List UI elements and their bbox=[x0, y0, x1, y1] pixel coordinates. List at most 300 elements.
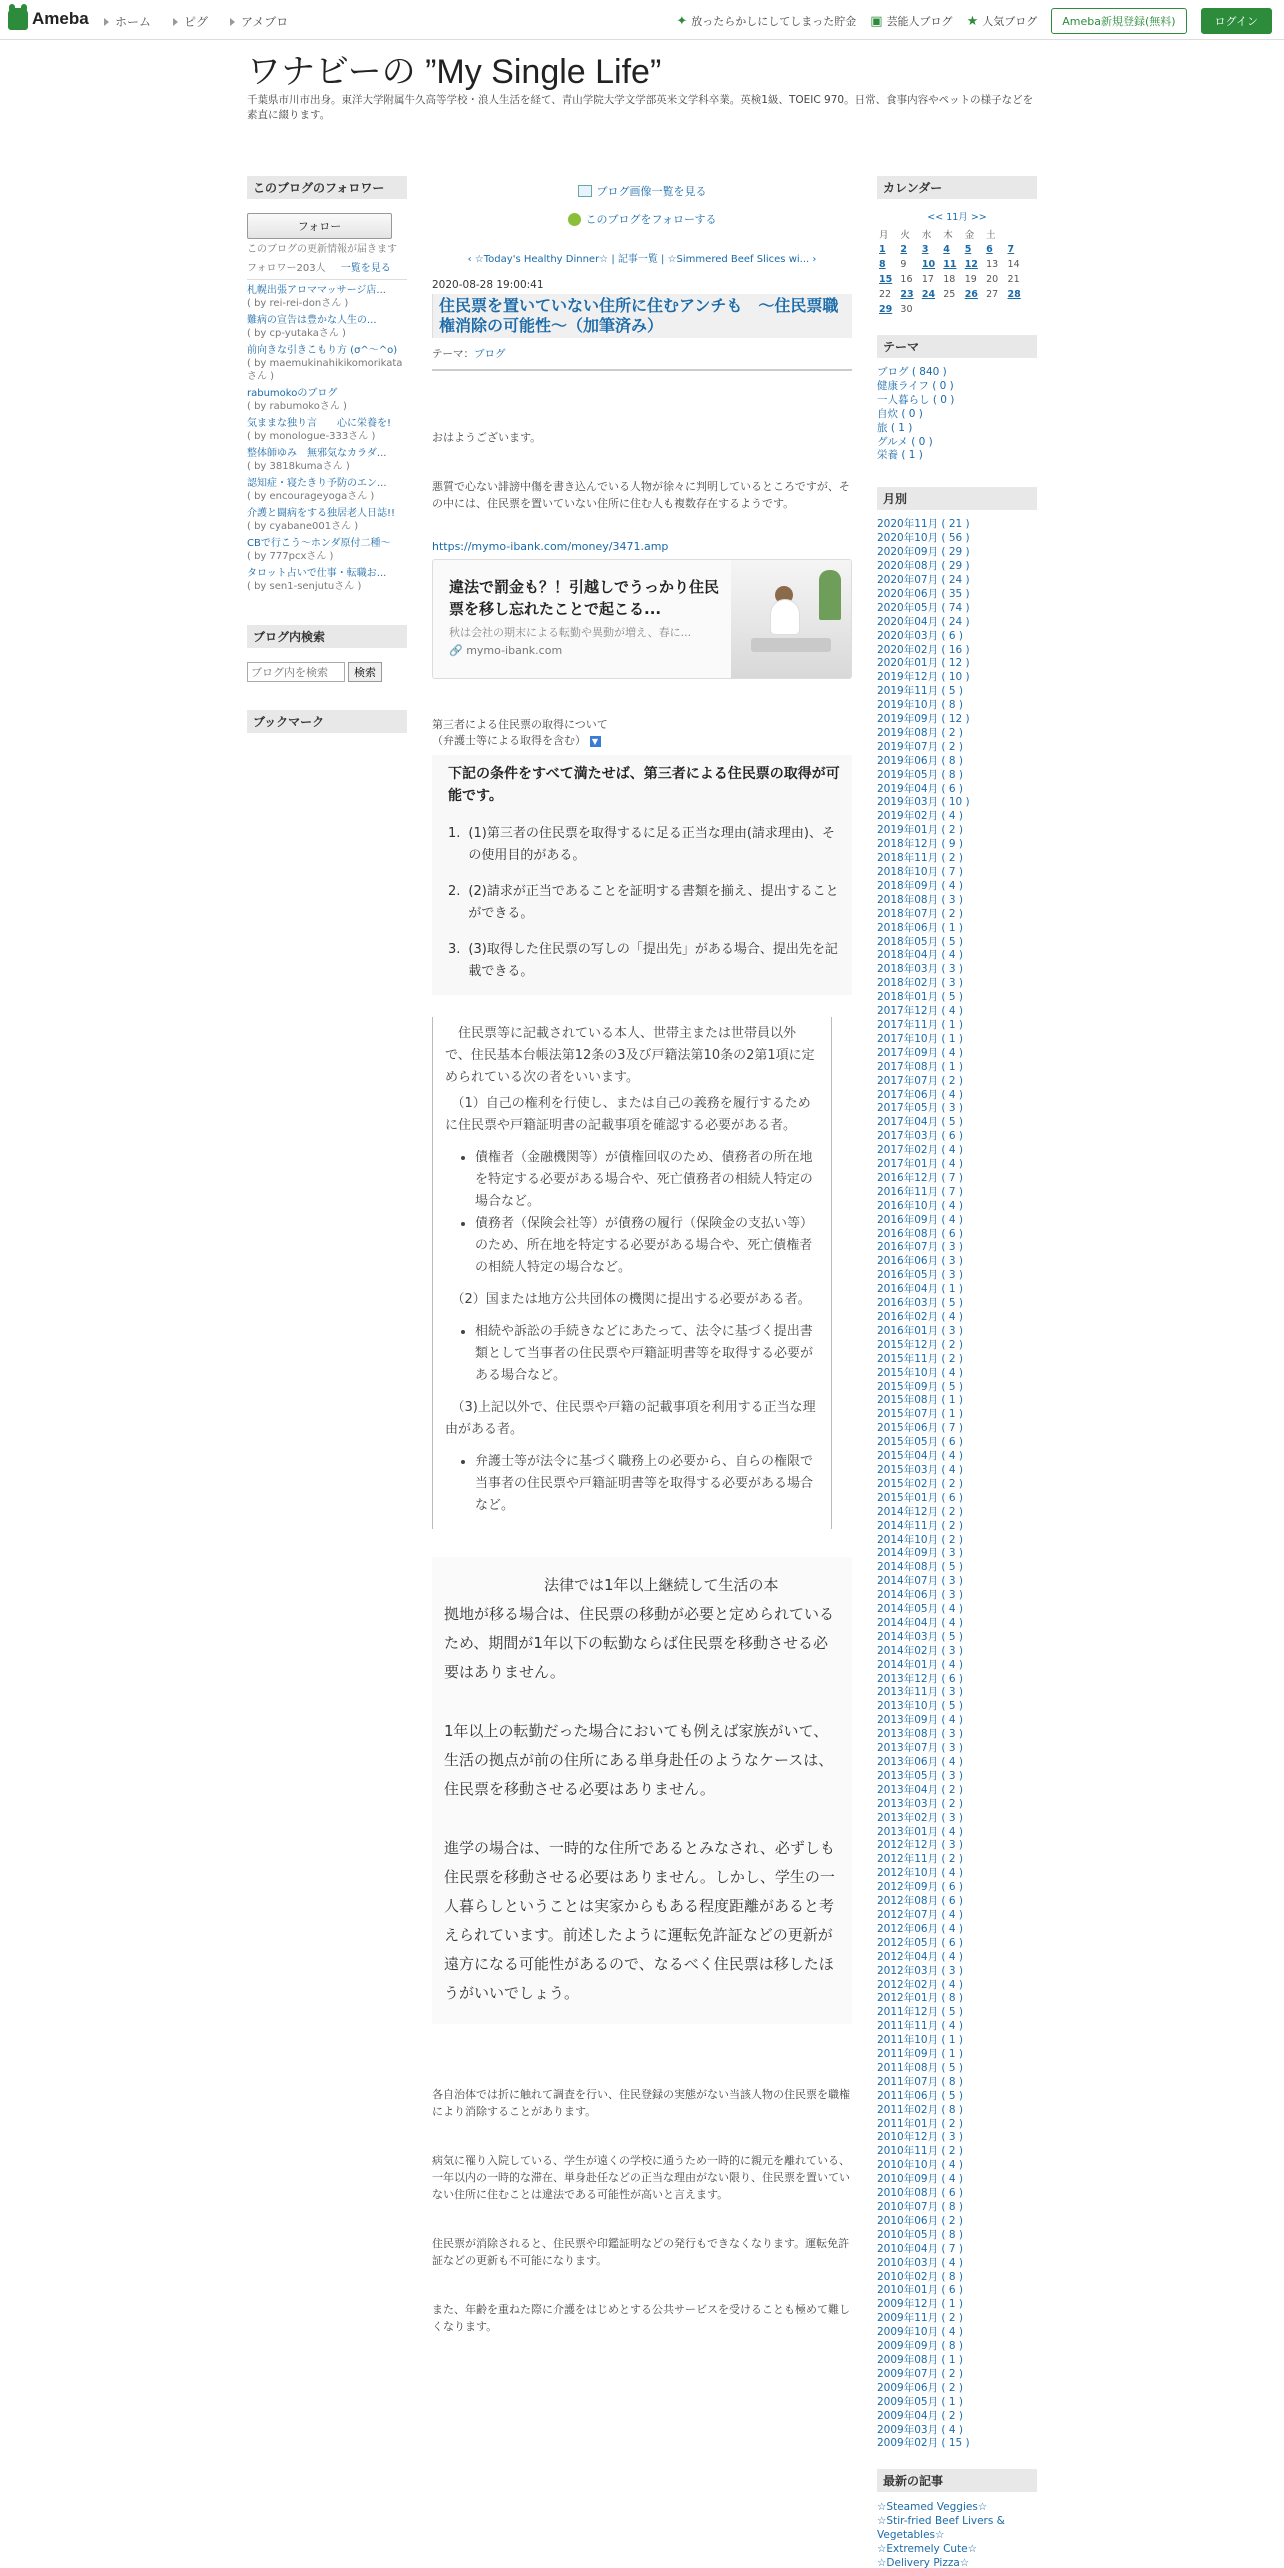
monthly-archive-item[interactable]: 2010年08月 ( 6 ) bbox=[877, 2187, 963, 2200]
condition-item bbox=[448, 881, 840, 925]
monthly-archive-item[interactable]: 2019年02月 ( 4 ) bbox=[877, 810, 963, 823]
monthly-archive-item[interactable]: 2015年04月 ( 4 ) bbox=[877, 1450, 963, 1463]
calendar-nav[interactable]: << 11月 >> bbox=[927, 212, 987, 223]
monthly-archive-item[interactable]: 2018年02月 ( 3 ) bbox=[877, 977, 963, 990]
follow-button[interactable]: フォロー bbox=[247, 213, 392, 239]
monthly-archive-item[interactable]: 2020年05月 ( 74 ) bbox=[877, 601, 970, 614]
big-paragraph-2: 1年以上の転勤だった場合においても例えば家族がいて、生活の拠点が前の住所にある単身赴任のようなケースは、住民票を移動させる必要はありません。 bbox=[444, 1722, 834, 1798]
monthly-archive-item[interactable]: 2010年05月 ( 8 ) bbox=[877, 2228, 963, 2241]
monthly-archive-item[interactable]: 2016年08月 ( 6 ) bbox=[877, 1227, 963, 1240]
after-paragraph-4: また、年齢を重ねた際に介護をはじめとする公共サービスを受けることも極めて難しくなります。 bbox=[432, 2303, 850, 2333]
monthly-archive-item[interactable]: 2020年02月 ( 16 ) bbox=[877, 643, 970, 656]
calendar-table bbox=[877, 226, 1027, 317]
monthly-archive-item[interactable]: 2015年05月 ( 6 ) bbox=[877, 1436, 963, 1449]
follower-by: ( by sen1-senjutuさん ) bbox=[247, 581, 362, 592]
monthly-archive-item[interactable]: 2017年06月 ( 4 ) bbox=[877, 1088, 963, 1101]
calendar-day[interactable]: 3 bbox=[921, 244, 929, 255]
monthly-archive-item[interactable]: 2015年07月 ( 1 ) bbox=[877, 1408, 963, 1421]
monthly-archive-item[interactable]: 2020年09月 ( 29 ) bbox=[877, 546, 970, 559]
calendar-day[interactable]: 7 bbox=[1007, 244, 1015, 255]
nav-pigg[interactable] bbox=[173, 13, 208, 30]
calendar-day: 20 bbox=[986, 274, 999, 285]
monthly-archive-item[interactable]: 2017年11月 ( 1 ) bbox=[877, 1018, 963, 1031]
monthly-archive-item[interactable]: 2010年01月 ( 6 ) bbox=[877, 2284, 963, 2297]
follower-item bbox=[247, 417, 407, 443]
calendar-day[interactable]: 11 bbox=[943, 259, 957, 270]
calendar-weekdays bbox=[877, 226, 1027, 242]
monthly-archive-item[interactable]: 2020年04月 ( 24 ) bbox=[877, 615, 970, 628]
monthly-archive-item[interactable]: 2019年10月 ( 8 ) bbox=[877, 699, 963, 712]
quote-paragraph: （3)上記以外で、住民票や戸籍の記載事項を利用する正当な理由がある者。 bbox=[445, 1400, 816, 1437]
follower-item bbox=[247, 567, 407, 593]
condition-number: 2. bbox=[448, 884, 461, 899]
monthly-archive-item[interactable]: 2013年11月 ( 3 ) bbox=[877, 1686, 963, 1699]
monthly-archive-item[interactable]: 2011年06月 ( 5 ) bbox=[877, 2089, 963, 2102]
source-url-link[interactable]: https://mymo-ibank.com/money/3471.amp bbox=[432, 540, 669, 553]
monthly-archive-item[interactable]: 2009年09月 ( 8 ) bbox=[877, 2340, 963, 2353]
monthly-archive-item[interactable]: 2015年12月 ( 2 ) bbox=[877, 1338, 963, 1351]
theme-heading: テーマ bbox=[877, 335, 1037, 358]
monthly-archive-item[interactable]: 2011年11月 ( 4 ) bbox=[877, 2020, 963, 2033]
monthly-archive-item[interactable]: 2015年01月 ( 6 ) bbox=[877, 1491, 963, 1504]
image-list-row bbox=[432, 178, 852, 204]
entry-date: 2020-08-28 19:00:41 bbox=[432, 279, 544, 291]
monthly-archive-item[interactable]: 2009年06月 ( 2 ) bbox=[877, 2381, 963, 2394]
monthly-archive-item[interactable]: 2010年09月 ( 4 ) bbox=[877, 2173, 963, 2186]
celebrity-icon: ▣ bbox=[870, 13, 883, 29]
monthly-archive-item[interactable]: 2010年06月 ( 2 ) bbox=[877, 2214, 963, 2227]
monthly-archive-item[interactable]: 2018年11月 ( 2 ) bbox=[877, 852, 963, 865]
entry-pager[interactable] bbox=[432, 250, 852, 265]
monthly-archive-item[interactable]: 2015年10月 ( 4 ) bbox=[877, 1366, 963, 1379]
monthly-archive-item[interactable]: 2015年09月 ( 5 ) bbox=[877, 1380, 963, 1393]
follower-item bbox=[247, 314, 407, 340]
calendar-day[interactable]: 6 bbox=[986, 244, 993, 255]
third-party-sub: （弁護士等による取得を含む） bbox=[432, 734, 586, 747]
promo-link-label: 放ったらかしにしてしまった貯金 bbox=[691, 15, 857, 28]
monthly-archive-item[interactable]: 2012年07月 ( 4 ) bbox=[877, 1908, 963, 1921]
follower-link[interactable]: rabumokoのブログ bbox=[247, 388, 338, 399]
monthly-archive-item[interactable]: 2014年03月 ( 5 ) bbox=[877, 1630, 963, 1643]
monthly-archive-item[interactable]: 2013年05月 ( 3 ) bbox=[877, 1769, 963, 1782]
third-party-sub-row bbox=[432, 733, 852, 749]
monthly-archive-item[interactable]: 2014年10月 ( 2 ) bbox=[877, 1533, 963, 1546]
theme-item[interactable]: グルメ ( 0 ) bbox=[877, 435, 933, 448]
weekday: 土 bbox=[986, 230, 996, 241]
recent-entry-item[interactable]: ☆Stir-fried Beef Livers & Vegetables☆ bbox=[877, 2515, 1005, 2542]
greeting-text: おはようございます。 bbox=[432, 431, 542, 444]
monthly-archive-item[interactable]: 2015年02月 ( 2 ) bbox=[877, 1477, 963, 1490]
left-sidebar bbox=[247, 176, 407, 733]
followers-heading: このブログのフォロワー bbox=[247, 176, 407, 199]
calendar-day: 16 bbox=[900, 274, 913, 285]
theme-item[interactable]: 栄養 ( 1 ) bbox=[877, 449, 923, 462]
quote-paragraph: （2）国または地方公共団体の機関に提出する必要がある者。 bbox=[451, 1292, 811, 1307]
follower-by: ( by monologue-333さん ) bbox=[247, 431, 376, 442]
monthly-archive-item[interactable]: 2012年02月 ( 4 ) bbox=[877, 1978, 963, 1991]
global-nav bbox=[104, 13, 288, 30]
conditions-box bbox=[432, 755, 852, 995]
monthly-archive-item[interactable]: 2020年08月 ( 29 ) bbox=[877, 560, 970, 573]
follower-link[interactable]: CBで行こう〜ホンダ原付二種〜 bbox=[247, 538, 391, 549]
top-right-nav bbox=[676, 8, 1272, 34]
monthly-archive-item[interactable]: 2016年06月 ( 3 ) bbox=[877, 1255, 963, 1268]
calendar-week bbox=[877, 242, 1027, 257]
calendar-day[interactable]: 15 bbox=[879, 274, 893, 285]
after-paragraph-3: 住民票が消除されると、住民票や印鑑証明などの発行もできなくなります。運転免許証などの更新も不可能になります。 bbox=[432, 2237, 850, 2267]
monthly-archive-item[interactable]: 2019年09月 ( 12 ) bbox=[877, 713, 970, 726]
monthly-archive-item[interactable]: 2013年09月 ( 4 ) bbox=[877, 1714, 963, 1727]
calendar-day[interactable]: 12 bbox=[964, 259, 978, 270]
monthly-archive-item[interactable]: 2013年04月 ( 2 ) bbox=[877, 1783, 963, 1796]
theme-item[interactable]: ブログ ( 840 ) bbox=[877, 366, 947, 378]
monthly-archive-item[interactable]: 2020年11月 ( 21 ) bbox=[877, 518, 970, 531]
image-list-link[interactable]: ブログ画像一覧を見る bbox=[596, 185, 707, 198]
blog-search-button[interactable]: 検索 bbox=[348, 662, 382, 682]
monthly-archive-item[interactable]: 2009年12月 ( 1 ) bbox=[877, 2298, 963, 2311]
image-gallery-icon bbox=[578, 185, 592, 197]
monthly-archive-item[interactable]: 2014年07月 ( 3 ) bbox=[877, 1575, 963, 1588]
calendar-day[interactable]: 4 bbox=[943, 244, 950, 255]
monthly-archive-item[interactable]: 2019年04月 ( 6 ) bbox=[877, 782, 963, 795]
calendar-day[interactable]: 29 bbox=[879, 304, 893, 315]
monthly-archive-item[interactable]: 2015年06月 ( 7 ) bbox=[877, 1422, 963, 1435]
bookmark-heading: ブックマーク bbox=[247, 710, 407, 733]
login-button[interactable]: ログイン bbox=[1201, 8, 1272, 34]
calendar-day: 21 bbox=[1007, 274, 1020, 285]
card-thumbnail bbox=[731, 560, 851, 678]
monthly-archive-item[interactable]: 2014年05月 ( 4 ) bbox=[877, 1603, 963, 1616]
monthly-archive-item[interactable]: 2011年01月 ( 2 ) bbox=[877, 2117, 963, 2130]
relocation-rules-text bbox=[432, 1557, 852, 2024]
monthly-archive-item[interactable]: 2013年01月 ( 4 ) bbox=[877, 1825, 963, 1838]
follower-item bbox=[247, 387, 407, 413]
monthly-archive-item[interactable]: 2013年07月 ( 3 ) bbox=[877, 1742, 963, 1755]
link-icon: 🔗 bbox=[449, 644, 463, 657]
monthly-archive-item[interactable]: 2020年10月 ( 56 ) bbox=[877, 532, 970, 545]
monthly-archive-item[interactable]: 2011年08月 ( 5 ) bbox=[877, 2061, 963, 2074]
follower-item bbox=[247, 447, 407, 473]
monthly-archive-item[interactable]: 2018年04月 ( 4 ) bbox=[877, 949, 963, 962]
monthly-archive-item[interactable]: 2019年08月 ( 2 ) bbox=[877, 726, 963, 739]
theme-link[interactable]: ブログ bbox=[474, 348, 506, 360]
top-navigation-bar bbox=[0, 0, 1284, 40]
recent-entry-item[interactable]: ☆Steamed Veggies☆ bbox=[877, 2501, 988, 2514]
blog-search-input[interactable] bbox=[247, 662, 345, 682]
monthly-archive-item[interactable]: 2018年12月 ( 9 ) bbox=[877, 838, 963, 851]
monthly-archive-item[interactable]: 2018年03月 ( 3 ) bbox=[877, 963, 963, 976]
intro-text: 悪質で心ない誹謗中傷を書き込んでいる人物が徐々に判明しているところですが、その中には、住民票を置いていない住所に住む人も複数存在するようです。 bbox=[432, 480, 850, 510]
monthly-archive-item[interactable]: 2015年03月 ( 4 ) bbox=[877, 1463, 963, 1476]
followers-list bbox=[247, 279, 407, 593]
calendar-day: 9 bbox=[900, 259, 907, 270]
monthly-archive-item[interactable]: 2013年02月 ( 3 ) bbox=[877, 1811, 963, 1824]
condition-item bbox=[448, 939, 840, 983]
ameba-logo[interactable] bbox=[8, 8, 89, 30]
theme-item[interactable]: 一人暮らし ( 0 ) bbox=[877, 393, 955, 406]
monthly-archive-item[interactable]: 2010年03月 ( 4 ) bbox=[877, 2256, 963, 2269]
condition-item bbox=[448, 823, 840, 867]
monthly-archive-item[interactable]: 2019年05月 ( 8 ) bbox=[877, 768, 963, 781]
follow-note: このブログの更新情報が届きます bbox=[247, 244, 397, 255]
calendar-day[interactable]: 8 bbox=[879, 259, 886, 270]
follower-link[interactable]: 気ままな独り言 心に栄養を! bbox=[247, 418, 392, 429]
calendar-day[interactable]: 5 bbox=[964, 244, 972, 255]
nav-pigg-label: ピグ bbox=[184, 15, 209, 29]
follower-item bbox=[247, 284, 407, 310]
quote-paragraph: （1）自己の権利を行使し、または自己の義務を履行するために住民票や戸籍証明書の記載事項を確認する必要がある者。 bbox=[445, 1096, 811, 1133]
star-icon: ★ bbox=[966, 13, 979, 29]
quote-list bbox=[475, 1321, 817, 1387]
calendar-day[interactable]: 2 bbox=[900, 244, 908, 255]
source-url-row bbox=[432, 538, 852, 555]
theme-item[interactable]: 自炊 ( 0 ) bbox=[877, 407, 923, 420]
monthly-archive-item[interactable]: 2009年05月 ( 1 ) bbox=[877, 2395, 963, 2408]
quote-paragraph: 住民票等に記載されている本人、世帯主または世帯員以外で、住民基本台帳法第12条の3及び戸籍法第10条の2第1項に定められている次の者をいいます。 bbox=[445, 1026, 815, 1085]
monthly-archive-item[interactable]: 2011年12月 ( 5 ) bbox=[877, 2006, 963, 2019]
calendar-day[interactable]: 10 bbox=[921, 259, 936, 270]
calendar-day[interactable]: 24 bbox=[921, 289, 936, 300]
monthly-archive-item[interactable]: 2012年11月 ( 2 ) bbox=[877, 1853, 963, 1866]
quote-bullet: • 相続や訴訟の手続きなどにあたって、法令に基づく提出書類として当事者の住民票や戸籍証明書等を取得する必要がある場合など。 bbox=[475, 1321, 817, 1387]
follower-link[interactable]: 前向きな引きこもり方 (σ^～^o) bbox=[247, 345, 398, 356]
follow-blog-link[interactable]: このブログをフォローする bbox=[585, 213, 717, 226]
monthly-archive-item[interactable]: 2020年07月 ( 24 ) bbox=[877, 573, 970, 586]
follower-link[interactable]: タロット占いで仕事・転職お... bbox=[247, 568, 387, 579]
monthly-archive-item[interactable]: 2017年12月 ( 4 ) bbox=[877, 1005, 963, 1018]
register-button[interactable]: Ameba新規登録(無料) bbox=[1051, 8, 1186, 34]
monthly-archive-item[interactable]: 2014年01月 ( 4 ) bbox=[877, 1658, 963, 1671]
thumb-plant bbox=[819, 570, 841, 620]
monthly-archive-item[interactable]: 2010年12月 ( 3 ) bbox=[877, 2131, 963, 2144]
monthly-archive-item[interactable]: 2014年04月 ( 4 ) bbox=[877, 1616, 963, 1629]
monthly-archive-item[interactable]: 2019年07月 ( 2 ) bbox=[877, 740, 963, 753]
calendar-day[interactable]: 1 bbox=[879, 244, 886, 255]
nav-home-label: ホーム bbox=[115, 15, 152, 29]
monthly-archive-item[interactable]: 2017年10月 ( 1 ) bbox=[877, 1032, 963, 1045]
link-preview-card[interactable] bbox=[432, 559, 852, 679]
thumb-sofa bbox=[751, 638, 831, 652]
card-text bbox=[433, 560, 731, 678]
pager-links[interactable]: ‹ ☆Today's Healthy Dinner☆ | 記事一覧 | ☆Simmered Beef Slices wi... › bbox=[467, 254, 817, 265]
third-party-caption bbox=[432, 717, 852, 749]
monthly-archive-item[interactable]: 2013年10月 ( 5 ) bbox=[877, 1700, 963, 1713]
monthly-archive-item[interactable]: 2016年10月 ( 4 ) bbox=[877, 1199, 963, 1212]
monthly-archive-item[interactable]: 2010年11月 ( 2 ) bbox=[877, 2145, 963, 2158]
follower-link[interactable]: 札幌出張アロママッサージ店... bbox=[247, 285, 386, 296]
after-paragraph-1: 各自治体では折に触れて調査を行い、住民登録の実態がない当該人物の住民票を職権により消除することがあります。 bbox=[432, 2088, 850, 2118]
monthly-archive-item[interactable]: 2017年07月 ( 2 ) bbox=[877, 1074, 963, 1087]
quote-list bbox=[475, 1147, 817, 1279]
monthly-archive-item[interactable]: 2020年01月 ( 12 ) bbox=[877, 657, 970, 670]
monthly-archive-item[interactable]: 2013年06月 ( 4 ) bbox=[877, 1756, 963, 1768]
monthly-archive-item[interactable]: 2011年02月 ( 8 ) bbox=[877, 2103, 963, 2116]
follower-item bbox=[247, 537, 407, 563]
monthly-archive-item[interactable]: 2011年09月 ( 1 ) bbox=[877, 2048, 963, 2061]
monthly-archive-item[interactable]: 2018年10月 ( 7 ) bbox=[877, 866, 963, 878]
monthly-archive-item[interactable]: 2009年11月 ( 2 ) bbox=[877, 2312, 963, 2325]
follower-by: ( by cyabane001さん ) bbox=[247, 521, 359, 532]
calendar-week bbox=[877, 287, 1027, 302]
monthly-archive-item[interactable]: 2011年07月 ( 8 ) bbox=[877, 2075, 963, 2088]
recent-entry-item[interactable]: ☆Extremely Cute☆ bbox=[877, 2543, 978, 2556]
monthly-archive-item[interactable]: 2019年12月 ( 10 ) bbox=[877, 671, 970, 684]
monthly-archive-item[interactable]: 2010年02月 ( 8 ) bbox=[877, 2270, 963, 2283]
condition-text: (2)請求が正当であることを証明する書類を揃え、提出することができる。 bbox=[468, 884, 839, 921]
calendar-day[interactable]: 28 bbox=[1007, 289, 1021, 300]
recent-entry-item[interactable]: ☆Delivery Pizza☆ bbox=[877, 2557, 970, 2568]
monthly-archive-item[interactable]: 2010年10月 ( 4 ) bbox=[877, 2159, 963, 2172]
nav-home[interactable] bbox=[104, 13, 151, 30]
calendar-day: 22 bbox=[879, 289, 892, 300]
theme-item[interactable]: 健康ライフ ( 0 ) bbox=[877, 379, 954, 392]
monthly-archive-item[interactable]: 2009年08月 ( 1 ) bbox=[877, 2353, 963, 2366]
weekday: 木 bbox=[943, 230, 953, 241]
monthly-archive-item[interactable]: 2016年03月 ( 5 ) bbox=[877, 1297, 963, 1310]
monthly-archive-item[interactable]: 2018年07月 ( 2 ) bbox=[877, 907, 963, 920]
monthly-archive-item[interactable]: 2010年04月 ( 7 ) bbox=[877, 2242, 963, 2255]
monthly-archive-item[interactable]: 2014年11月 ( 2 ) bbox=[877, 1519, 963, 1532]
theme-item[interactable]: 旅 ( 1 ) bbox=[877, 421, 913, 434]
monthly-archive-item[interactable]: 2019年11月 ( 5 ) bbox=[877, 685, 963, 698]
monthly-archive-item[interactable]: 2018年01月 ( 5 ) bbox=[877, 991, 963, 1004]
monthly-archive-item[interactable]: 2019年03月 ( 10 ) bbox=[877, 796, 970, 809]
follower-link[interactable]: 整体師ゆみ 無邪気なカラダ... bbox=[247, 448, 387, 459]
theme-label: テーマ： bbox=[432, 348, 474, 360]
follow-icon bbox=[568, 213, 581, 226]
monthly-archive-item[interactable]: 2018年09月 ( 4 ) bbox=[877, 879, 963, 892]
monthly-archive-item[interactable]: 2015年08月 ( 1 ) bbox=[877, 1394, 963, 1407]
main-content bbox=[432, 176, 852, 2335]
monthly-archive-item[interactable]: 2012年03月 ( 3 ) bbox=[877, 1964, 963, 1977]
monthly-archive-item[interactable]: 2016年11月 ( 7 ) bbox=[877, 1185, 963, 1198]
monthly-archive-item[interactable]: 2017年04月 ( 5 ) bbox=[877, 1116, 963, 1129]
nav-ameblo[interactable] bbox=[230, 13, 288, 30]
monthly-archive-item[interactable]: 2014年02月 ( 3 ) bbox=[877, 1644, 963, 1657]
follower-link[interactable]: 難病の宣告は豊かな人生の... bbox=[247, 315, 377, 326]
follow-blog-row bbox=[432, 206, 852, 232]
monthly-archive-item[interactable]: 2009年10月 ( 4 ) bbox=[877, 2326, 963, 2339]
monthly-archive-item[interactable]: 2009年07月 ( 2 ) bbox=[877, 2367, 963, 2380]
monthly-archive-item[interactable]: 2012年05月 ( 6 ) bbox=[877, 1936, 963, 1949]
celebrity-blog-label: 芸能人ブログ bbox=[886, 15, 953, 28]
recent-heading: 最新の記事 bbox=[877, 2469, 1037, 2492]
monthly-archive-item[interactable]: 2009年03月 ( 4 ) bbox=[877, 2423, 963, 2436]
see-all-followers-link[interactable]: 一覧を見る bbox=[340, 263, 391, 274]
monthly-archive-item[interactable]: 2009年04月 ( 2 ) bbox=[877, 2409, 963, 2422]
monthly-archive-item[interactable]: 2019年01月 ( 2 ) bbox=[877, 824, 963, 837]
monthly-archive-item[interactable]: 2016年01月 ( 3 ) bbox=[877, 1324, 963, 1337]
monthly-archive-item[interactable]: 2014年06月 ( 3 ) bbox=[877, 1589, 963, 1602]
monthly-archive-item[interactable]: 2016年04月 ( 1 ) bbox=[877, 1283, 963, 1296]
calendar-day[interactable]: 23 bbox=[900, 289, 914, 300]
monthly-archive-item[interactable]: 2012年09月 ( 6 ) bbox=[877, 1881, 963, 1894]
monthly-archive-item[interactable]: 2017年03月 ( 6 ) bbox=[877, 1130, 963, 1143]
monthly-archive-item[interactable]: 2013年03月 ( 2 ) bbox=[877, 1797, 963, 1810]
calendar-day: 17 bbox=[921, 274, 934, 285]
monthly-archive-item[interactable]: 2013年08月 ( 3 ) bbox=[877, 1728, 963, 1741]
calendar-day[interactable]: 26 bbox=[964, 289, 978, 300]
monthly-archive-item[interactable]: 2016年12月 ( 7 ) bbox=[877, 1171, 963, 1184]
monthly-archive-item[interactable]: 2016年05月 ( 3 ) bbox=[877, 1269, 963, 1282]
quote-list bbox=[475, 1451, 817, 1517]
triangle-icon bbox=[230, 18, 235, 26]
monthly-archive-item[interactable]: 2012年08月 ( 6 ) bbox=[877, 1895, 963, 1908]
legal-quote-block bbox=[432, 1017, 832, 1529]
monthly-archive-item[interactable]: 2020年03月 ( 6 ) bbox=[877, 629, 963, 642]
monthly-archive-item[interactable]: 2016年09月 ( 4 ) bbox=[877, 1213, 963, 1226]
monthly-archive-item[interactable]: 2017年08月 ( 1 ) bbox=[877, 1060, 963, 1073]
sparkle-icon: ✦ bbox=[676, 13, 688, 29]
monthly-archive-item[interactable]: 2012年12月 ( 3 ) bbox=[877, 1839, 963, 1852]
blog-title[interactable]: ワナビーの ”My Single Life” bbox=[247, 53, 662, 91]
follower-by: ( by maemukinahikikomorikataさん ) bbox=[247, 358, 403, 382]
triangle-icon bbox=[104, 18, 109, 26]
monthly-archive-item[interactable]: 2010年07月 ( 8 ) bbox=[877, 2201, 963, 2213]
blog-search-heading: ブログ内検索 bbox=[247, 625, 407, 648]
monthly-archive-item[interactable]: 2012年04月 ( 4 ) bbox=[877, 1950, 963, 1963]
entry-title[interactable]: 住民票を置いていない住所に住むアンチも 〜住民票職権消除の可能性〜（加筆済み） bbox=[432, 294, 852, 338]
theme-list bbox=[877, 366, 1037, 463]
condition-text: (1)第三者の住民票を取得するに足る正当な理由(請求理由)、その使用目的がある。 bbox=[468, 826, 835, 863]
follower-by: ( by cp-yutakaさん ) bbox=[247, 328, 346, 339]
card-description: 秋は会社の期末による転勤や異動が増え、春に... bbox=[449, 626, 692, 639]
card-title: 違法で罰金も？！引越しでうっかり住民票を移し忘れたことで起こる... bbox=[449, 578, 720, 618]
monthly-archive-item[interactable]: 2012年10月 ( 4 ) bbox=[877, 1867, 963, 1880]
monthly-archive-item[interactable]: 2013年12月 ( 6 ) bbox=[877, 1672, 963, 1685]
monthly-archive-item[interactable]: 2020年06月 ( 35 ) bbox=[877, 587, 970, 600]
monthly-archive-item[interactable]: 2018年08月 ( 3 ) bbox=[877, 893, 963, 906]
calendar-day: 27 bbox=[986, 289, 999, 300]
monthly-archive-item[interactable]: 2014年08月 ( 5 ) bbox=[877, 1561, 963, 1574]
monthly-archive-item[interactable]: 2019年06月 ( 8 ) bbox=[877, 754, 963, 767]
follower-count: フォロワー203人 bbox=[247, 263, 326, 274]
monthly-archive-item[interactable]: 2017年02月 ( 4 ) bbox=[877, 1144, 963, 1157]
monthly-archive-item[interactable]: 2017年09月 ( 4 ) bbox=[877, 1046, 963, 1059]
entry-theme bbox=[432, 346, 852, 371]
promo-link-savings[interactable] bbox=[676, 13, 856, 29]
weekday: 火 bbox=[900, 230, 910, 241]
down-arrow-icon: ▼ bbox=[590, 736, 601, 747]
calendar-day: 14 bbox=[1007, 259, 1020, 270]
monthly-archive-item[interactable]: 2012年06月 ( 4 ) bbox=[877, 1922, 963, 1935]
calendar bbox=[877, 209, 1037, 317]
thumb-person-body bbox=[771, 600, 799, 634]
monthly-archive-item[interactable]: 2016年02月 ( 4 ) bbox=[877, 1311, 963, 1323]
monthly-archive-item[interactable]: 2017年01月 ( 4 ) bbox=[877, 1158, 963, 1171]
celebrity-blog-link[interactable] bbox=[870, 13, 952, 29]
monthly-archive-item[interactable]: 2018年05月 ( 5 ) bbox=[877, 935, 963, 948]
triangle-icon bbox=[173, 18, 178, 26]
quote-bullet: • 弁護士等が法令に基づく職務上の必要から、自らの権限で当事者の住民票や戸籍証明書等を取得する必要がある場合など。 bbox=[475, 1451, 817, 1517]
monthly-archive-item[interactable]: 2015年11月 ( 2 ) bbox=[877, 1352, 963, 1365]
monthly-archive-item[interactable]: 2017年05月 ( 3 ) bbox=[877, 1102, 963, 1115]
monthly-archive-item[interactable]: 2014年12月 ( 2 ) bbox=[877, 1505, 963, 1518]
monthly-archive-item[interactable]: 2011年10月 ( 1 ) bbox=[877, 2034, 963, 2047]
follower-link[interactable]: 認知症・寝たきり予防のエン... bbox=[247, 478, 387, 489]
condition-number: 3. bbox=[448, 942, 461, 957]
monthly-archive-item[interactable]: 2014年09月 ( 3 ) bbox=[877, 1547, 963, 1560]
follower-by: ( by 777pcxさん ) bbox=[247, 551, 334, 562]
monthly-heading: 月別 bbox=[877, 487, 1037, 510]
monthly-archive-item[interactable]: 2012年01月 ( 8 ) bbox=[877, 1992, 963, 2005]
popular-blog-link[interactable] bbox=[967, 13, 1038, 29]
monthly-archive-item[interactable]: 2009年02月 ( 15 ) bbox=[877, 2437, 970, 2450]
monthly-archive-item[interactable]: 2016年07月 ( 3 ) bbox=[877, 1241, 963, 1254]
nav-ameblo-label: アメブロ bbox=[241, 15, 289, 29]
follower-link[interactable]: 介護と闘病をする独居老人日誌!! bbox=[247, 508, 396, 519]
monthly-archive-item[interactable]: 2018年06月 ( 1 ) bbox=[877, 921, 963, 934]
